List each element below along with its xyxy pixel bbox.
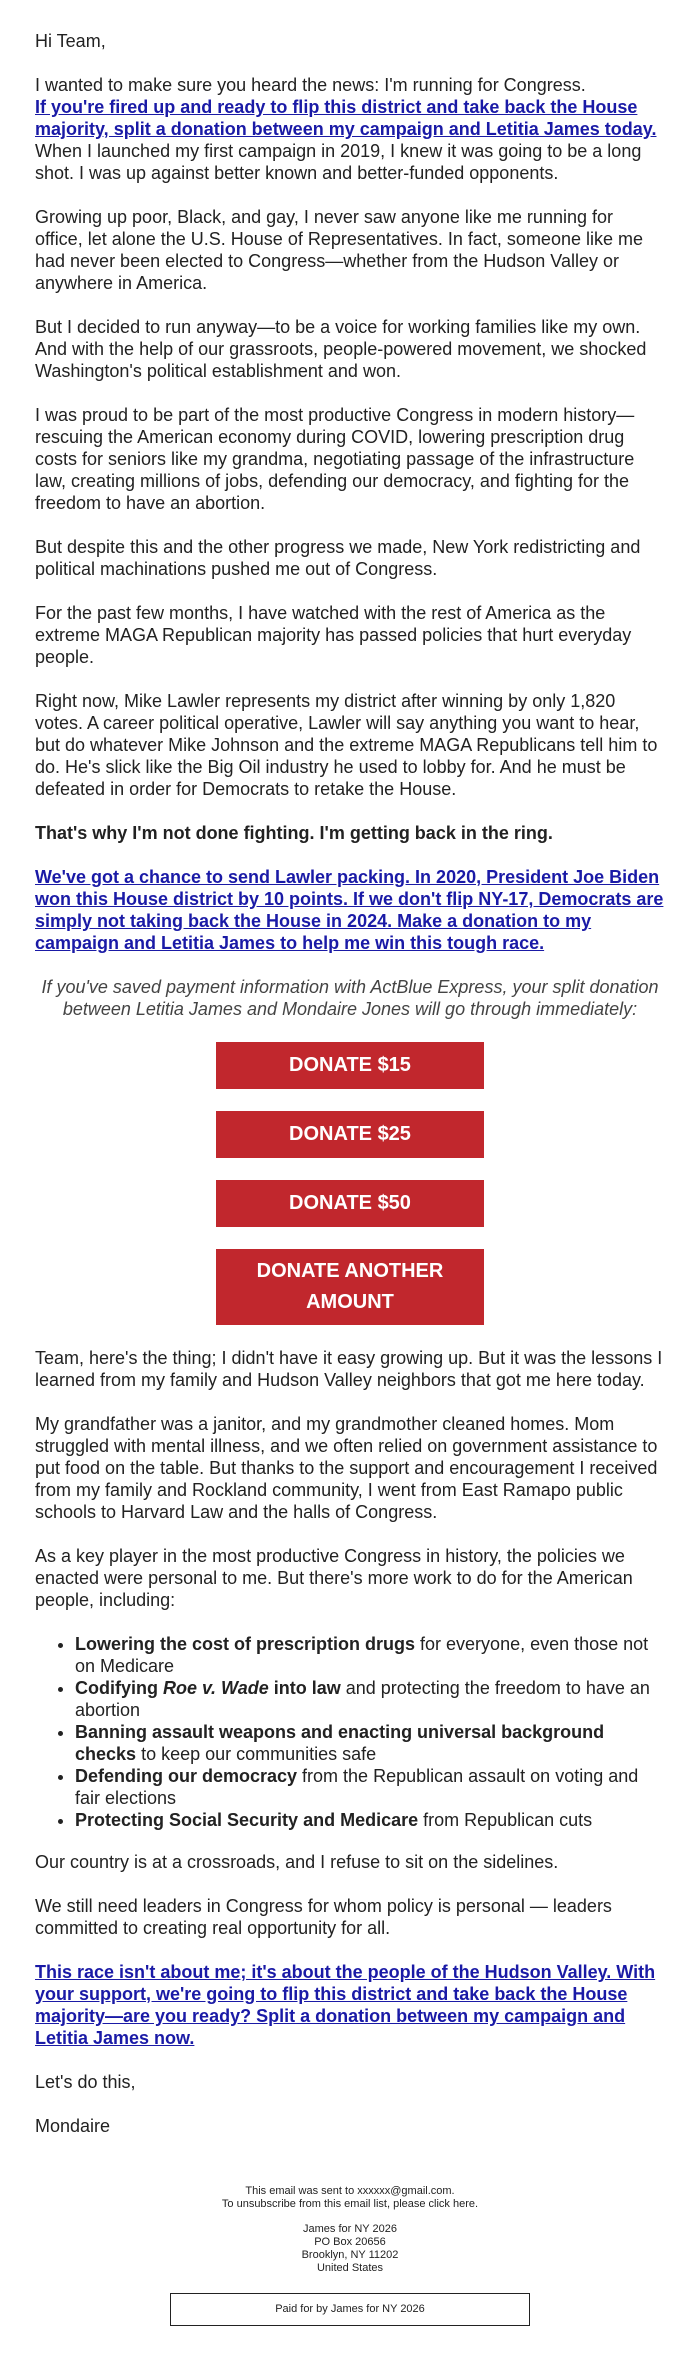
- split-donation-now-link[interactable]: This race isn't about me; it's about the people of the Hudson Valley. With your support, we're going to flip this district and take back the House majority—are you ready? Split a donation between my campaign and Letitia James now.: [35, 1962, 656, 2048]
- paragraph-maga-majority: For the past few months, I have watched with the rest of America as the extreme MAGA Republican majority has passed policies that hurt everyday people.: [35, 603, 632, 667]
- paragraph-grandfather: My grandfather was a janitor, and my grandmother cleaned homes. Mom struggled with mental illness, and we often relied on government assistance to put food on the table. But thanks to the support and encouragement I received from my family and Rockland community, I went from East Ramapo public schools to Harvard Law and the halls of Congress.: [35, 1414, 658, 1522]
- email-footer: [35, 2185, 665, 2326]
- paragraph-growing-up: Growing up poor, Black, and gay, I never saw anyone like me running for office, let alone the U.S. House of Representatives. In fact, someone like me had never been elected to Congress—whether from the Hudson Valley or anywhere in America.: [35, 207, 643, 293]
- donate-buttons: [35, 1042, 665, 1347]
- donate-50-button[interactable]: DONATE $50: [216, 1180, 484, 1227]
- paragraph-lawler: Right now, Mike Lawler represents my district after winning by only 1,820 votes. A career political operative, Lawler will say anything you want to hear, but do whatever Mike Johnson and the extreme MAGA Republicans tell him to do. He's slick like the Big Oil industry he used to lobby for. And he must be defeated in order for Democrats to retake the House.: [35, 691, 658, 799]
- actblue-note: If you've saved payment information with ActBlue Express, your split donation between Letitia James and Mondaire Jones will go through immediately:: [41, 977, 659, 1019]
- policy-item: • Defending our democracy from the Republican assault on voting and fair elections: [75, 1765, 665, 1809]
- intro-text: I wanted to make sure you heard the news: I'm running for Congress.: [35, 75, 586, 95]
- paid-for-box: Paid for by James for NY 2026: [170, 2293, 530, 2326]
- paragraph-ran-anyway: But I decided to run anyway—to be a voice for working families like my own. And with the help of our grassroots, people-powered movement, we shocked Washington's political establishment and won.: [35, 317, 647, 381]
- policy-list: [35, 1633, 665, 1831]
- split-donation-link[interactable]: If you're fired up and ready to flip this district and take back the House majority, split a donation between my campaign and Letitia James today.: [35, 97, 657, 139]
- signature: Mondaire: [35, 2116, 111, 2136]
- donate-15-button[interactable]: DONATE $15: [216, 1042, 484, 1089]
- paragraph-crossroads: Our country is at a crossroads, and I refuse to sit on the sidelines.: [35, 1852, 559, 1872]
- policy-item: • Codifying Roe v. Wade into law and protecting the freedom to have an abortion: [75, 1677, 665, 1721]
- paragraph-leaders: We still need leaders in Congress for whom policy is personal — leaders committed to creating real opportunity for all.: [35, 1896, 612, 1938]
- email-body: [35, 30, 665, 2137]
- intro-paragraph: [35, 74, 665, 184]
- policy-item: • Banning assault weapons and enacting universal background checks to keep our communities safe: [75, 1721, 665, 1765]
- paragraph-growing-up-hard: Team, here's the thing; I didn't have it easy growing up. But it was the lessons I learned from my family and Hudson Valley neighbors that got me here today.: [35, 1348, 663, 1390]
- paragraph-productive-congress: I was proud to be part of the most productive Congress in modern history—rescuing the American economy during COVID, lowering prescription drug costs for seniors like my grandma, negotiating passage of the infrastructure law, creating millions of jobs, defending our democracy, and fighting for the freedom to have an abortion.: [35, 405, 635, 513]
- greeting: Hi Team,: [35, 31, 106, 51]
- donate-25-button[interactable]: DONATE $25: [216, 1111, 484, 1158]
- donate-another-amount-button[interactable]: DONATE ANOTHER AMOUNT: [216, 1249, 484, 1325]
- paragraph-key-player: As a key player in the most productive Congress in history, the policies we enacted were personal to me. But there's more work to do for the American people, including:: [35, 1546, 633, 1610]
- mailing-address: James for NY 2026 PO Box 20656 Brooklyn, NY 11202 United States: [301, 2223, 399, 2274]
- closing: Let's do this,: [35, 2072, 136, 2092]
- unsubscribe-link[interactable]: To unsubscribe from this email list, please click here.: [221, 2198, 479, 2210]
- paragraph-race-link: [35, 1961, 665, 2049]
- send-lawler-packing-link[interactable]: We've got a chance to send Lawler packing. In 2020, President Joe Biden won this House district by 10 points. If we don't flip NY-17, Democrats are simply not taking back the House in 2024. Make a donation to my campaign and Letitia James to help me win this tough race.: [35, 867, 664, 953]
- paragraph-send-lawler-packing: [35, 866, 665, 954]
- intro-tail: When I launched my first campaign in 2019, I knew it was going to be a long shot. I was up against better known and better-funded opponents.: [35, 141, 642, 183]
- paragraph-not-done: [35, 822, 665, 844]
- policy-item: • Protecting Social Security and Medicare from Republican cuts: [75, 1809, 665, 1831]
- sent-to-line: This email was sent to xxxxxx@gmail.com. To unsubscribe from this email list, please click here.: [221, 2185, 479, 2210]
- not-done-bold: That's why I'm not done fighting. I'm getting back in the ring.: [35, 823, 553, 843]
- recipient-email: xxxxxx@gmail.com: [357, 2185, 452, 2197]
- policy-item: • Lowering the cost of prescription drugs for everyone, even those not on Medicare: [75, 1633, 665, 1677]
- paragraph-redistricting: But despite this and the other progress we made, New York redistricting and political machinations pushed me out of Congress.: [35, 537, 641, 579]
